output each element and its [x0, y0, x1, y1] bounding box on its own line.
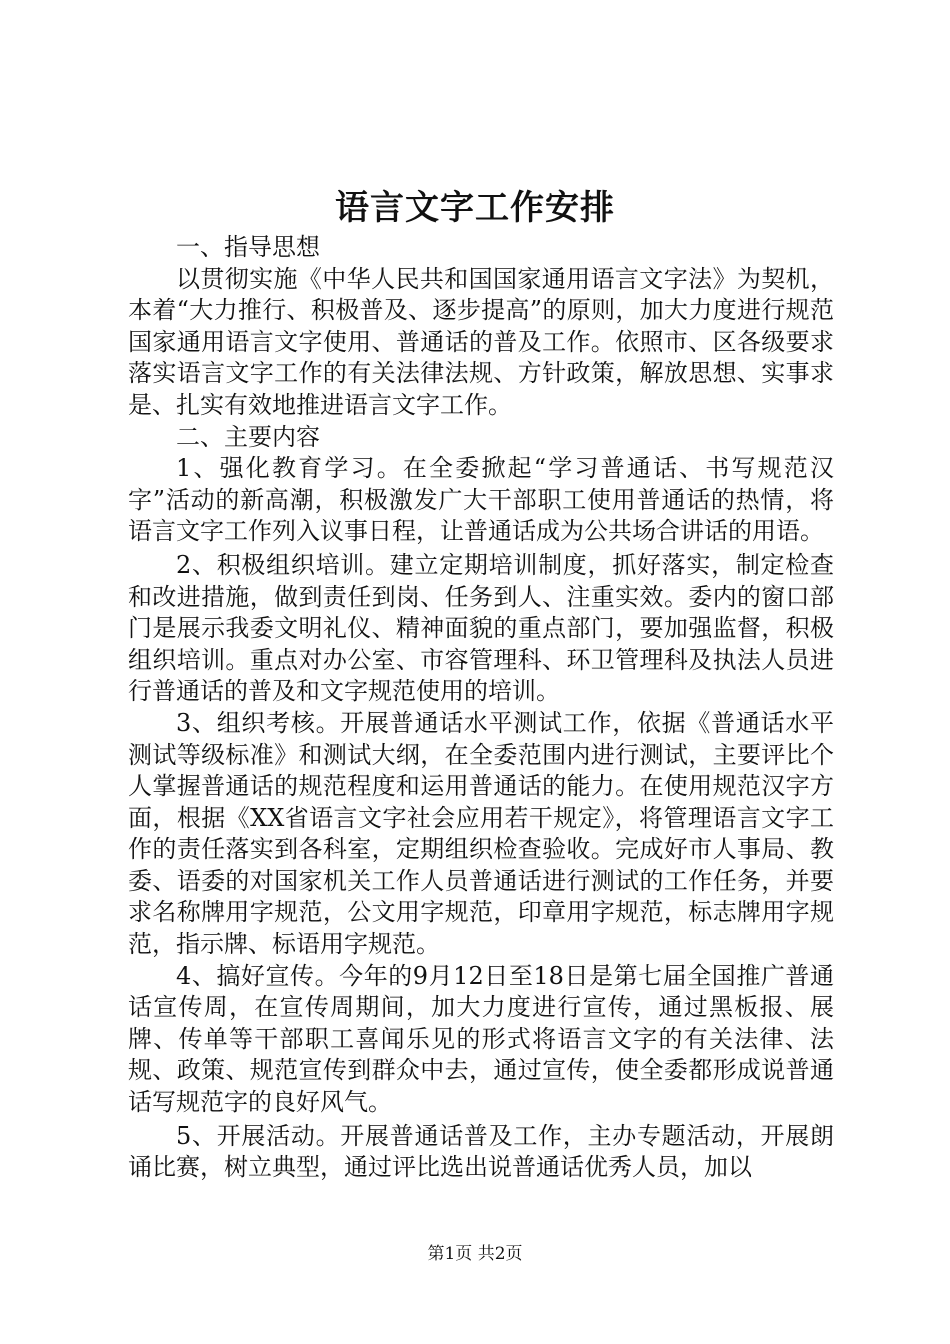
paragraph-item-3: 3、组织考核。开展普通话水平测试工作，依据《普通话水平测试等级标准》和测试大纲，在全委范围内进行测试，主要评比个人掌握普通话的规范程度和运用普通话的能力。在使用规范汉字方面，根据《XX省语言文字社会应用若干规定》，将管理语言文字工作的责任落实到各科室，定期组织检查验收。完成好市人事局、教委、语委的对国家机关工作人员普通话进行测试的工作任务，并要求名称牌用字规范，公文用字规范，印章用字规范，标志牌用字规范，指示牌、标语用字规范。 — [128, 708, 834, 959]
paragraph-item-5: 5、开展活动。开展普通话普及工作，主办专题活动，开展朗诵比赛，树立典型，通过评比选出说普通话优秀人员，加以 — [128, 1121, 834, 1182]
paragraph-guiding-thought: 以贯彻实施《中华人民共和国国家通用语言文字法》为契机，本着“大力推行、积极普及、逐步提高”的原则，加大力度进行规范国家通用语言文字使用、普通话的普及工作。依照市、区各级要求落实语言文字工作的有关法律法规、方针政策，解放思想、实事求是、扎实有效地推进语言文字工作。 — [128, 264, 834, 419]
paragraph-item-4: 4、搞好宣传。今年的9月12日至18日是第七届全国推广普通话宣传周，在宣传周期间，加大力度进行宣传，通过黑板报、展牌、传单等干部职工喜闻乐见的形式将语言文字的有关法律、法规、政策、规范宣传到群众中去，通过宣传，使全委都形成说普通话写规范字的良好风气。 — [128, 961, 834, 1117]
document-title: 语言文字工作安排 — [335, 188, 615, 228]
page-footer: 第1页 共2页 — [427, 1244, 523, 1264]
document-body — [128, 232, 834, 1184]
section-heading-main-content: 二、主要内容 — [176, 422, 320, 451]
section-heading-guiding-thought: 一、指导思想 — [176, 233, 320, 261]
paragraph-item-1: 1、强化教育学习。在全委掀起“学习普通话、书写规范汉字”活动的新高潮，积极激发广大干部职工使用普通话的热情，将语言文字工作列入议事日程，让普通话成为公共场合讲话的用语。 — [128, 454, 834, 546]
paragraph-item-2: 2、积极组织培训。建立定期培训制度，抓好落实，制定检查和改进措施，做到责任到岗、任务到人、注重实效。委内的窗口部门是展示我委文明礼仪、精神面貌的重点部门，要加强监督，积极组织培训。重点对办公室、市容管理科、环卫管理科及执法人员进行普通话的普及和文字规范使用的培训。 — [128, 550, 834, 706]
